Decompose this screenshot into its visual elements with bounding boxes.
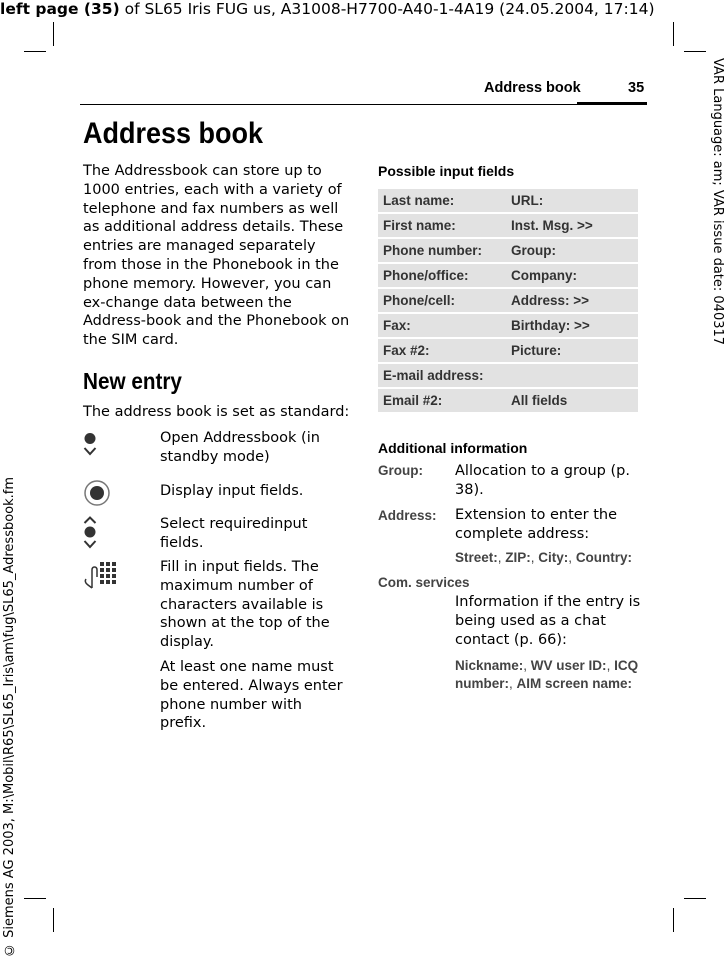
field-name: Phone number: (383, 243, 483, 258)
address-term: Address: (378, 508, 437, 523)
group-term: Group: (378, 463, 423, 478)
crop-mark (684, 898, 706, 899)
field-name: Group: (511, 243, 556, 258)
intro-paragraph: The Addressbook can store up to 1000 entries, each with a variety of telephone and fax numbers as well as additional address details. These entries are managed separately from those in the Phonebook in the phone memory. However, you can ex-change data between the Address-book and the Phonebook on the SIM card. (83, 163, 350, 349)
table-row (378, 214, 638, 237)
field-name: All fields (511, 393, 568, 408)
table-row (378, 364, 638, 387)
joystick-press-icon (83, 479, 111, 512)
separator: , (530, 550, 539, 565)
separator: , (497, 550, 506, 565)
field-name: Inst. Msg. >> (511, 218, 593, 233)
keypad-icon (83, 560, 117, 595)
crop-mark (684, 51, 706, 52)
subfield-city: City: (538, 550, 569, 565)
com-services-term: Com. services (378, 575, 470, 590)
step-open-addressbook: Open Addressbook (in standby mode) (160, 430, 320, 465)
field-name: Email #2: (383, 393, 443, 408)
table-row (378, 264, 638, 287)
field-name: Fax: (383, 318, 411, 333)
additional-info-heading: Additional information (378, 440, 528, 456)
separator: , (606, 658, 615, 673)
address-definition: Extension to enter the complete address: (455, 507, 618, 542)
crop-mark (673, 908, 674, 932)
file-info-rest: of SL65 Iris FUG us, A31008-H7700-A40-1-4A19 (24.05.2004, 17:14) (119, 0, 655, 18)
new-entry-heading: New entry (83, 368, 182, 394)
com-services-subfields (455, 657, 645, 693)
joystick-down-icon (83, 432, 97, 463)
crop-mark (24, 51, 46, 52)
crop-mark (24, 898, 46, 899)
file-info-prefix: left page (35) (0, 0, 120, 18)
field-name: First name: (383, 218, 456, 233)
subfield-nickname: Nickname: (455, 658, 524, 673)
table-row (378, 339, 638, 362)
running-title: Address book (484, 80, 581, 96)
crop-mark (673, 22, 674, 46)
field-name: URL: (511, 193, 544, 208)
page-number-underline (577, 102, 647, 105)
field-name: Fax #2: (383, 343, 430, 358)
subfield-icq-number: ICQ number: (455, 658, 639, 691)
address-subfields (455, 549, 655, 567)
step-name-note: At least one name must be entered. Always enter phone number with prefix. (160, 659, 343, 732)
com-services-definition: Information if the entry is being used as a chat contact (p. 66): (455, 594, 641, 648)
standard-note: The address book is set as standard: (83, 404, 350, 420)
page-title: Address book (83, 117, 264, 150)
field-name: E-mail address: (383, 368, 484, 383)
field-name: Picture: (511, 343, 562, 358)
separator: , (568, 550, 576, 565)
table-row (378, 239, 638, 262)
field-name: Last name: (383, 193, 455, 208)
separator: , (523, 658, 531, 673)
table-row (378, 389, 638, 412)
step-display-fields: Display input fields. (160, 483, 304, 499)
joystick-updown-icon (83, 516, 97, 555)
table-row (378, 289, 638, 312)
page-number: 35 (628, 80, 645, 96)
field-name: Company: (511, 268, 578, 283)
copyright-path: © Siemens AG 2003, M:\Mobil\R65\SL65_Iris\am\fug\SL65_Adressbook.fm (2, 476, 17, 957)
field-name: Phone/cell: (383, 293, 456, 308)
field-name: Birthday: >> (511, 318, 590, 333)
input-fields-table (378, 189, 638, 414)
field-name: Phone/office: (383, 268, 469, 283)
subfield-aim-screen-name: AIM screen name: (516, 676, 633, 691)
input-fields-heading: Possible input fields (378, 163, 515, 179)
crop-mark (53, 22, 54, 46)
group-definition: Allocation to a group (p. 38). (455, 463, 630, 498)
separator: , (509, 676, 517, 691)
var-language-note: VAR Language: am; VAR issue date: 040317 (710, 58, 725, 346)
table-row (378, 189, 638, 212)
table-row (378, 314, 638, 337)
step-fill-fields: Fill in input fields. The maximum number of characters available is shown at the top of the display. (160, 559, 330, 651)
header-rule (80, 104, 647, 105)
subfield-street: Street: (455, 550, 498, 565)
field-name: Address: >> (511, 293, 590, 308)
file-info-line (0, 0, 655, 18)
subfield-country: Country: (575, 550, 633, 565)
step-select-fields: Select requiredinput fields. (160, 516, 308, 551)
subfield-zip: ZIP: (505, 550, 531, 565)
crop-mark (53, 908, 54, 932)
subfield-wv-user-id: WV user ID: (530, 658, 607, 673)
